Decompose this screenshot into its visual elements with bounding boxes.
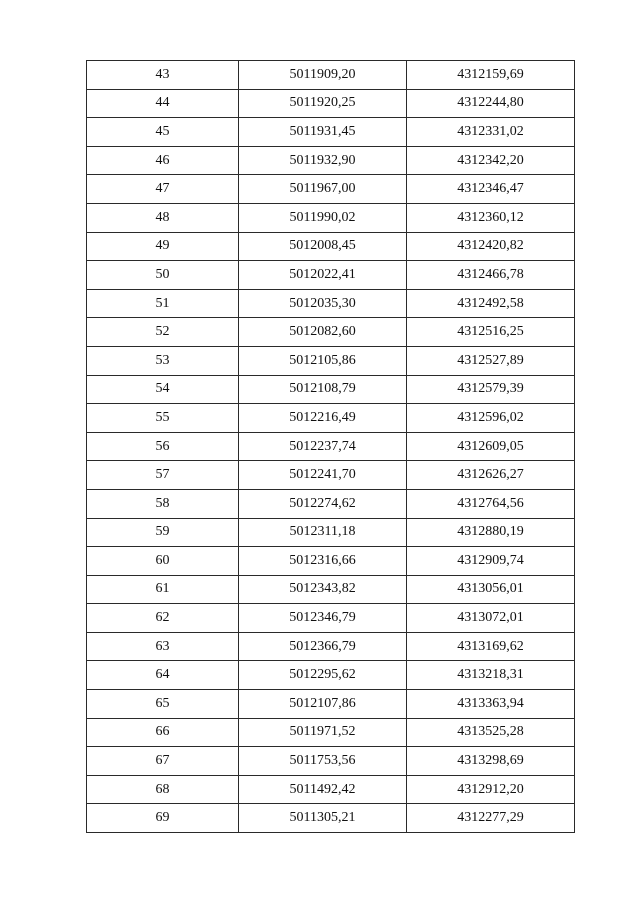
y-coordinate-cell: 4312466,78 (407, 261, 575, 290)
table-row (87, 775, 575, 804)
table-row (87, 718, 575, 747)
y-coordinate-cell: 4312331,02 (407, 118, 575, 147)
y-coordinate-cell: 4312909,74 (407, 547, 575, 576)
x-coordinate-cell: 5012316,66 (239, 547, 407, 576)
point-number-cell: 46 (87, 146, 239, 175)
point-number-cell: 55 (87, 404, 239, 433)
y-coordinate-cell: 4312360,12 (407, 203, 575, 232)
table-row (87, 661, 575, 690)
point-number-cell: 53 (87, 346, 239, 375)
table-row (87, 175, 575, 204)
point-number-cell: 66 (87, 718, 239, 747)
point-number-cell: 61 (87, 575, 239, 604)
table-row (87, 289, 575, 318)
point-number-cell: 68 (87, 775, 239, 804)
point-number-cell: 63 (87, 632, 239, 661)
y-coordinate-cell: 4312159,69 (407, 61, 575, 90)
x-coordinate-cell: 5012105,86 (239, 346, 407, 375)
table-row (87, 747, 575, 776)
table-row (87, 404, 575, 433)
table-row (87, 118, 575, 147)
y-coordinate-cell: 4312579,39 (407, 375, 575, 404)
y-coordinate-cell: 4312880,19 (407, 518, 575, 547)
coordinates-table (86, 60, 575, 833)
x-coordinate-cell: 5012366,79 (239, 632, 407, 661)
point-number-cell: 49 (87, 232, 239, 261)
table-row (87, 89, 575, 118)
x-coordinate-cell: 5011305,21 (239, 804, 407, 833)
point-number-cell: 62 (87, 604, 239, 633)
x-coordinate-cell: 5011931,45 (239, 118, 407, 147)
y-coordinate-cell: 4312626,27 (407, 461, 575, 490)
y-coordinate-cell: 4313218,31 (407, 661, 575, 690)
x-coordinate-cell: 5012311,18 (239, 518, 407, 547)
point-number-cell: 69 (87, 804, 239, 833)
table-row (87, 318, 575, 347)
x-coordinate-cell: 5011967,00 (239, 175, 407, 204)
point-number-cell: 50 (87, 261, 239, 290)
point-number-cell: 60 (87, 547, 239, 576)
x-coordinate-cell: 5012274,62 (239, 489, 407, 518)
table-row (87, 690, 575, 719)
point-number-cell: 58 (87, 489, 239, 518)
x-coordinate-cell: 5012082,60 (239, 318, 407, 347)
y-coordinate-cell: 4313169,62 (407, 632, 575, 661)
y-coordinate-cell: 4313072,01 (407, 604, 575, 633)
coordinates-table-body (87, 61, 575, 833)
y-coordinate-cell: 4313298,69 (407, 747, 575, 776)
point-number-cell: 43 (87, 61, 239, 90)
x-coordinate-cell: 5012108,79 (239, 375, 407, 404)
x-coordinate-cell: 5012343,82 (239, 575, 407, 604)
y-coordinate-cell: 4312596,02 (407, 404, 575, 433)
x-coordinate-cell: 5011753,56 (239, 747, 407, 776)
x-coordinate-cell: 5012237,74 (239, 432, 407, 461)
y-coordinate-cell: 4312346,47 (407, 175, 575, 204)
point-number-cell: 67 (87, 747, 239, 776)
x-coordinate-cell: 5012022,41 (239, 261, 407, 290)
y-coordinate-cell: 4313525,28 (407, 718, 575, 747)
table-row (87, 804, 575, 833)
table-row (87, 261, 575, 290)
table-row (87, 489, 575, 518)
x-coordinate-cell: 5011920,25 (239, 89, 407, 118)
point-number-cell: 64 (87, 661, 239, 690)
y-coordinate-cell: 4313363,94 (407, 690, 575, 719)
table-row (87, 61, 575, 90)
y-coordinate-cell: 4312244,80 (407, 89, 575, 118)
x-coordinate-cell: 5011971,52 (239, 718, 407, 747)
y-coordinate-cell: 4312342,20 (407, 146, 575, 175)
x-coordinate-cell: 5012241,70 (239, 461, 407, 490)
point-number-cell: 52 (87, 318, 239, 347)
table-row (87, 604, 575, 633)
table-row (87, 232, 575, 261)
point-number-cell: 54 (87, 375, 239, 404)
table-row (87, 518, 575, 547)
point-number-cell: 47 (87, 175, 239, 204)
x-coordinate-cell: 5012008,45 (239, 232, 407, 261)
x-coordinate-cell: 5012295,62 (239, 661, 407, 690)
x-coordinate-cell: 5012107,86 (239, 690, 407, 719)
y-coordinate-cell: 4312912,20 (407, 775, 575, 804)
table-row (87, 461, 575, 490)
point-number-cell: 65 (87, 690, 239, 719)
y-coordinate-cell: 4312609,05 (407, 432, 575, 461)
point-number-cell: 45 (87, 118, 239, 147)
y-coordinate-cell: 4312420,82 (407, 232, 575, 261)
table-row (87, 547, 575, 576)
y-coordinate-cell: 4312527,89 (407, 346, 575, 375)
table-row (87, 632, 575, 661)
point-number-cell: 48 (87, 203, 239, 232)
table-row (87, 203, 575, 232)
y-coordinate-cell: 4312277,29 (407, 804, 575, 833)
table-row (87, 432, 575, 461)
point-number-cell: 44 (87, 89, 239, 118)
x-coordinate-cell: 5011492,42 (239, 775, 407, 804)
y-coordinate-cell: 4312764,56 (407, 489, 575, 518)
y-coordinate-cell: 4313056,01 (407, 575, 575, 604)
point-number-cell: 51 (87, 289, 239, 318)
table-row (87, 375, 575, 404)
x-coordinate-cell: 5011932,90 (239, 146, 407, 175)
table-row (87, 575, 575, 604)
x-coordinate-cell: 5011990,02 (239, 203, 407, 232)
point-number-cell: 57 (87, 461, 239, 490)
y-coordinate-cell: 4312492,58 (407, 289, 575, 318)
point-number-cell: 56 (87, 432, 239, 461)
x-coordinate-cell: 5012216,49 (239, 404, 407, 433)
x-coordinate-cell: 5012035,30 (239, 289, 407, 318)
table-row (87, 146, 575, 175)
y-coordinate-cell: 4312516,25 (407, 318, 575, 347)
point-number-cell: 59 (87, 518, 239, 547)
x-coordinate-cell: 5011909,20 (239, 61, 407, 90)
x-coordinate-cell: 5012346,79 (239, 604, 407, 633)
table-row (87, 346, 575, 375)
